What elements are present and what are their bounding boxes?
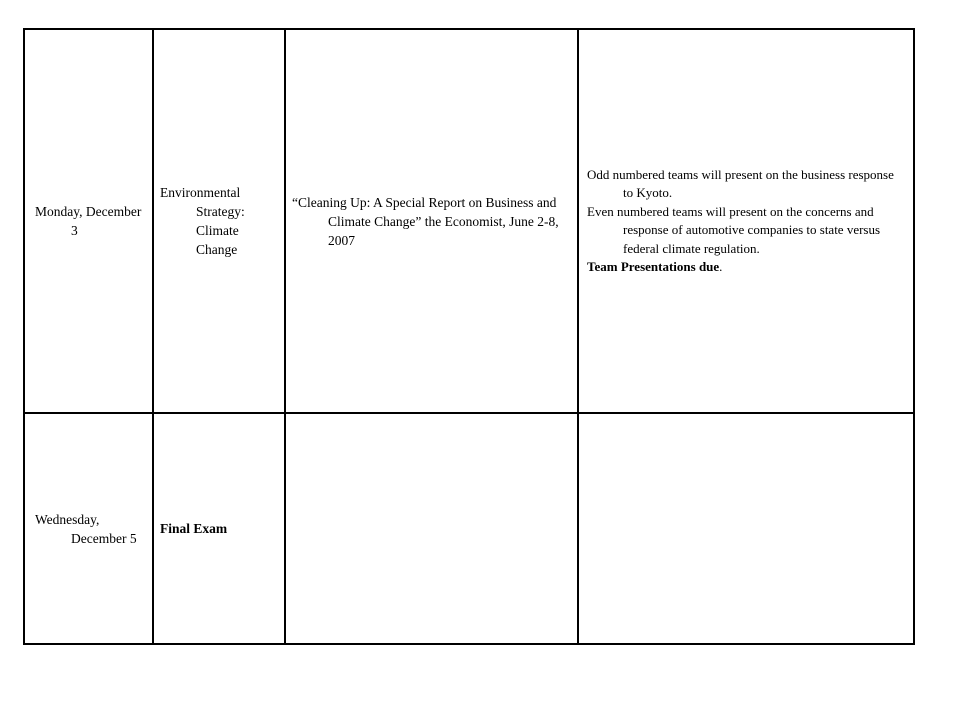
table-row [24, 413, 914, 644]
reading-cell [285, 29, 578, 413]
topic-text: Final Exam [160, 521, 228, 536]
notes-line: Even numbered teams will present on the concerns and response of automotive companies to state versus federal climate regulation. [587, 203, 881, 256]
notes-due-line [587, 258, 903, 277]
notes-line: Odd numbered teams will present on the business response to Kyoto. [587, 166, 894, 200]
notes-cell [578, 29, 914, 413]
topic-cell [153, 413, 285, 644]
date-text: Monday, December 3 [35, 204, 142, 238]
reading-cell [285, 413, 578, 644]
presentations-due-label: Team Presentations due [587, 259, 720, 274]
topic-text: Environmental Strategy: Climate Change [160, 185, 245, 257]
presentations-due-period: . [719, 259, 723, 274]
course-schedule-table [23, 28, 915, 645]
date-text: Wednesday, December 5 [35, 511, 137, 546]
date-cell [24, 413, 153, 644]
table-row [24, 29, 914, 413]
notes-cell [578, 413, 914, 644]
topic-cell [153, 29, 285, 413]
reading-text: “Cleaning Up: A Special Report on Business and Climate Change” the Economist, June 2-8, 2007 [292, 194, 559, 248]
date-cell [24, 29, 153, 413]
